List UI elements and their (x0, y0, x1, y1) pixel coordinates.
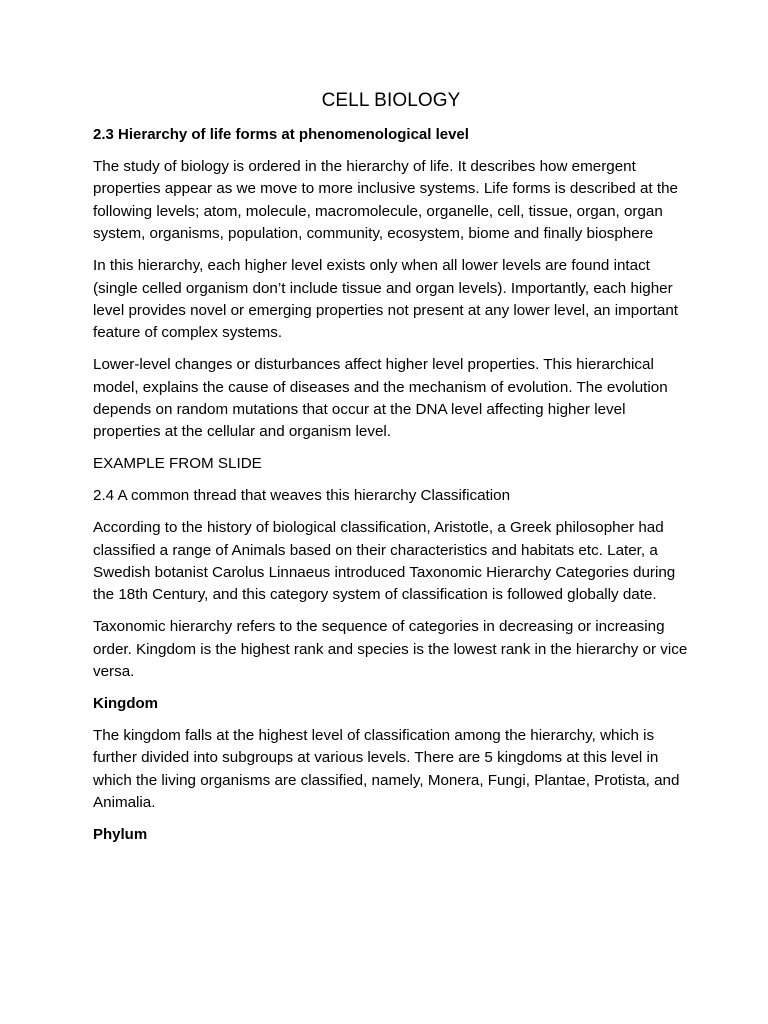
phylum-heading: Phylum (93, 826, 148, 844)
paragraph-classification-history: According to the history of biological classification, Aristotle, a Greek philosopher had classified a range of Animals based on their characteristics and habitats etc. Later, a Swedish botanist Carolus Linnaeus introduced Taxonomic Hierarchy Categories during the 18th Century, and this category system of classification is followed globally date. (93, 519, 676, 604)
section-line-2-4: 2.4 A common thread that weaves this hierarchy Classification (93, 487, 511, 505)
section-heading-2-3: 2.3 Hierarchy of life forms at phenomenological level (93, 126, 469, 143)
example-from-slide-line: EXAMPLE FROM SLIDE (93, 455, 262, 473)
paragraph-lower-level-changes: Lower-level changes or disturbances affect higher level properties. This hierarchical model, explains the cause of diseases and the mechanism of evolution. The evolution depends on random mutations that occur at the DNA level affecting higher level properties at the cellular and organism level. (93, 356, 668, 441)
document-content (93, 88, 689, 856)
kingdom-heading: Kingdom (93, 695, 158, 713)
paragraph-higher-levels: In this hierarchy, each higher level exists only when all lower levels are found intact (single celled organism don’t include tissue and organ levels). Importantly, each higher level provides novel or emerging properties not present at any lower level, an important feature of complex systems. (93, 257, 679, 342)
paragraph-hierarchy-of-life: The study of biology is ordered in the hierarchy of life. It describes how emergent properties appear as we move to more inclusive systems. Life forms is described at the following levels; atom, molecule, macromolecule, organelle, cell, tissue, organ, organ system, organisms, population, community, ecosystem, biome and finally biosphere (93, 158, 678, 243)
paragraph-taxonomic-hierarchy: Taxonomic hierarchy refers to the sequence of categories in decreasing or increasing order. Kingdom is the highest rank and species is the lowest rank in the hierarchy or vice versa. (93, 618, 688, 681)
paragraph-kingdom: The kingdom falls at the highest level of classification among the hierarchy, which is further divided into subgroups at various levels. There are 5 kingdoms at this level in which the living organisms are classified, namely, Monera, Fungi, Plantae, Protista, and Animalia. (93, 727, 680, 812)
document-title: CELL BIOLOGY (321, 90, 461, 111)
